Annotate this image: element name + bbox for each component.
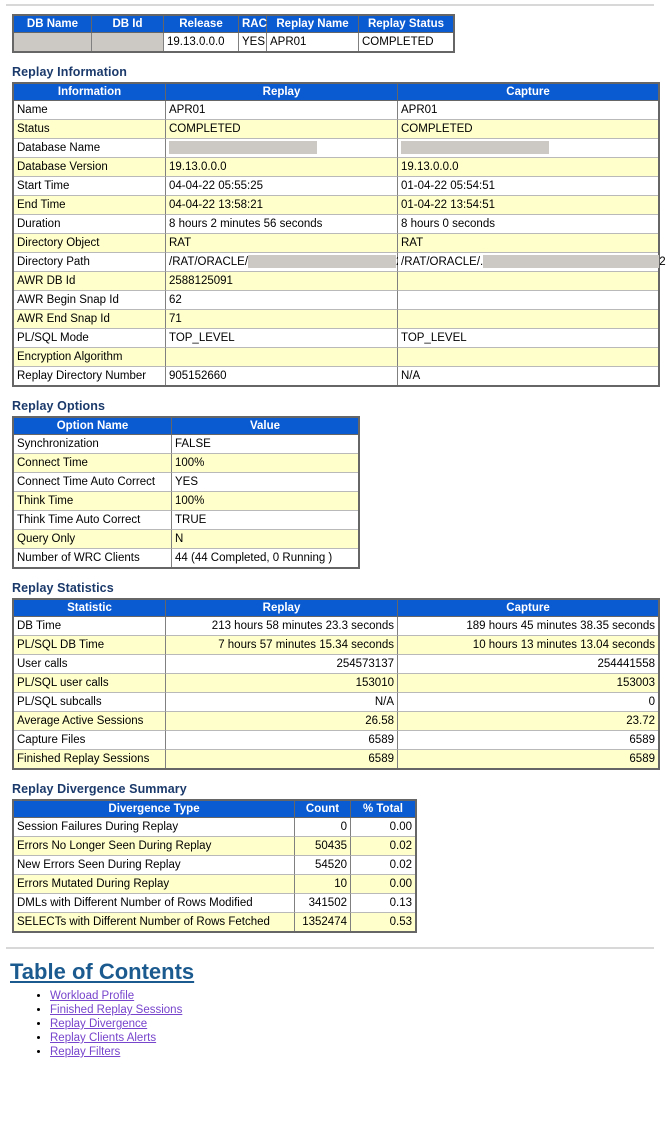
column-header-information: Information [14,84,166,101]
cell-information-label: AWR End Snap Id [14,310,166,329]
column-header-value: Value [172,418,358,435]
table-header-row [14,801,415,818]
table-row [14,913,415,931]
cell-option-name: Query Only [14,530,172,549]
cell-option-value: N [172,530,358,549]
cell-replay-value: 04-04-22 13:58:21 [166,196,398,215]
cell-capture-value: COMPLETED [398,120,658,139]
cell-capture-value: 189 hours 45 minutes 38.35 seconds [398,617,658,636]
cell-divergence-type: Session Failures During Replay [14,818,295,837]
cell-capture-value: 01-04-22 13:54:51 [398,196,658,215]
column-header-statistic: Statistic [14,600,166,617]
toc-divider [6,947,654,949]
column-header-pct-total: % Total [351,801,415,818]
cell-replay-value: 19.13.0.0.0 [166,158,398,177]
column-header-replay: Replay [166,84,398,101]
table-row [14,310,658,329]
cell-replay-value: 04-04-22 05:55:25 [166,177,398,196]
cell-divergence-count: 54520 [295,856,351,875]
cell-replay-value: APR01 [166,101,398,120]
cell-capture-value [398,272,658,291]
cell-capture-value: 153003 [398,674,658,693]
table-row [14,473,358,492]
table-row [14,530,358,549]
cell-information-label: Duration [14,215,166,234]
top-divider [6,4,654,6]
table-row [14,120,658,139]
cell-information-label: Start Time [14,177,166,196]
toc-link[interactable]: Workload Profile [50,990,135,1002]
cell-divergence-pct: 0.00 [351,875,415,894]
cell-replay-value: 7 hours 57 minutes 15.34 seconds [166,636,398,655]
toc-list [6,989,654,1059]
table-row [14,215,658,234]
cell-capture-value: 01-04-22 05:54:51 [398,177,658,196]
cell-option-value: 100% [172,454,358,473]
table-row [14,454,358,473]
toc-link[interactable]: Replay Divergence [50,1018,148,1030]
table-row [14,101,658,120]
cell-information-label: Replay Directory Number [14,367,166,385]
table-row [14,655,658,674]
report-page [0,4,666,1059]
toc-link[interactable]: Finished Replay Sessions [50,1004,183,1016]
redacted-mask [169,141,317,154]
db-summary-table [12,14,455,53]
column-header-replay-status: Replay Status [359,16,453,33]
table-row [14,712,658,731]
cell-capture-value: 23.72 [398,712,658,731]
table-row [14,234,658,253]
table-row [14,894,415,913]
replay-information-table [12,82,666,387]
column-header-divergence-type: Divergence Type [14,801,295,818]
table-row [14,731,658,750]
cell-replay-value: 6589 [166,731,398,750]
table-row [14,139,658,158]
cell-replay-value: N/A [166,693,398,712]
cell-option-value: YES [172,473,358,492]
toc-link[interactable]: Replay Filters [50,1046,121,1058]
cell-divergence-pct: 0.02 [351,837,415,856]
cell-replay-value: TOP_LEVEL [166,329,398,348]
cell-divergence-pct: 0.53 [351,913,415,931]
table-row [14,253,658,272]
cell-replay-value: 26.58 [166,712,398,731]
column-header-release: Release [164,16,239,33]
cell-capture-value: APR01 [398,101,658,120]
cell-release: 19.13.0.0.0 [164,33,239,51]
list-item [50,1017,654,1031]
column-header-db-id: DB Id [92,16,164,33]
cell-information-label: End Time [14,196,166,215]
column-header-count: Count [295,801,351,818]
cell-statistic-label: User calls [14,655,166,674]
table-row [14,750,658,768]
page-title-table-of-contents: Table of Contents [10,959,195,984]
section-heading-replay-divergence: Replay Divergence Summary [12,782,187,796]
cell-divergence-type: SELECTs with Different Number of Rows Fetched [14,913,295,931]
cell-divergence-count: 0 [295,818,351,837]
cell-db-id-redacted [92,33,164,51]
cell-capture-value [398,291,658,310]
cell-statistic-label: Capture Files [14,731,166,750]
replay-statistics-table [12,598,660,770]
table-row [14,818,415,837]
table-row [14,329,658,348]
cell-divergence-count: 50435 [295,837,351,856]
cell-statistic-label: Finished Replay Sessions [14,750,166,768]
cell-divergence-pct: 0.00 [351,818,415,837]
table-row [14,837,415,856]
cell-information-label: AWR DB Id [14,272,166,291]
redacted-mask [483,255,659,268]
table-row [14,367,658,385]
cell-information-label: Status [14,120,166,139]
cell-replay-value [166,139,398,158]
column-header-replay-name: Replay Name [267,16,359,33]
table-row [14,636,658,655]
cell-divergence-type: Errors Mutated During Replay [14,875,295,894]
replay-statistics-body [14,617,658,768]
list-item [50,1045,654,1059]
cell-divergence-count: 1352474 [295,913,351,931]
cell-capture-value: 6589 [398,750,658,768]
cell-option-name: Think Time [14,492,172,511]
redacted-mask [401,141,549,154]
table-row [14,693,658,712]
cell-option-value: FALSE [172,435,358,454]
cell-capture-value: 0 [398,693,658,712]
replay-divergence-body [14,818,415,931]
cell-divergence-type: Errors No Longer Seen During Replay [14,837,295,856]
table-header-row [14,84,658,101]
cell-capture-value: N/A [398,367,658,385]
cell-divergence-type: DMLs with Different Number of Rows Modified [14,894,295,913]
cell-capture-value [398,310,658,329]
cell-statistic-label: PL/SQL DB Time [14,636,166,655]
replay-divergence-table [12,799,417,933]
cell-divergence-count: 10 [295,875,351,894]
column-header-rac: RAC [239,16,267,33]
list-item [50,1031,654,1045]
cell-replay-name: APR01 [267,33,359,51]
cell-replay-value: 71 [166,310,398,329]
cell-divergence-pct: 0.13 [351,894,415,913]
table-header-row [14,16,453,33]
table-row [14,549,358,567]
cell-divergence-pct: 0.02 [351,856,415,875]
list-item [50,1003,654,1017]
list-item [50,989,654,1003]
cell-replay-value: RAT [166,234,398,253]
table-row [14,875,415,894]
cell-option-name: Number of WRC Clients [14,549,172,567]
cell-replay-value: 153010 [166,674,398,693]
replay-options-body [14,435,358,567]
cell-replay-value: 905152660 [166,367,398,385]
cell-statistic-label: Average Active Sessions [14,712,166,731]
table-row [14,33,453,51]
column-header-db-name: DB Name [14,16,92,33]
cell-option-name: Connect Time Auto Correct [14,473,172,492]
table-header-row [14,600,658,617]
section-heading-replay-information: Replay Information [12,65,128,79]
cell-information-label: Directory Object [14,234,166,253]
cell-replay-value: 213 hours 58 minutes 23.3 seconds [166,617,398,636]
table-row [14,511,358,530]
cell-db-name-redacted [14,33,92,51]
replay-options-table [12,416,360,569]
table-row [14,291,658,310]
table-row [14,435,358,454]
cell-information-label: PL/SQL Mode [14,329,166,348]
table-row [14,158,658,177]
cell-replay-value: 254573137 [166,655,398,674]
section-heading-replay-statistics: Replay Statistics [12,581,114,595]
cell-capture-value [398,139,658,158]
redacted-mask [248,255,396,268]
toc-link[interactable]: Replay Clients Alerts [50,1032,157,1044]
cell-divergence-type: New Errors Seen During Replay [14,856,295,875]
cell-information-label: Encryption Algorithm [14,348,166,367]
replay-information-body [14,101,666,385]
cell-option-value: 44 (44 Completed, 0 Running ) [172,549,358,567]
cell-replay-value: COMPLETED [166,120,398,139]
cell-option-value: 100% [172,492,358,511]
cell-capture-value: 8 hours 0 seconds [398,215,658,234]
cell-capture-value: 10 hours 13 minutes 13.04 seconds [398,636,658,655]
cell-replay-value [166,348,398,367]
table-row [14,177,658,196]
cell-capture-value [398,348,658,367]
column-header-replay: Replay [166,600,398,617]
cell-capture-value: /RAT/ORACLE/. 2 [398,253,658,272]
cell-replay-value: 62 [166,291,398,310]
cell-information-label: Directory Path [14,253,166,272]
cell-replay-value: 8 hours 2 minutes 56 seconds [166,215,398,234]
cell-information-label: Name [14,101,166,120]
cell-option-name: Connect Time [14,454,172,473]
cell-statistic-label: PL/SQL user calls [14,674,166,693]
cell-divergence-count: 341502 [295,894,351,913]
table-row [14,348,658,367]
cell-rac: YES [239,33,267,51]
table-row [14,617,658,636]
cell-replay-value: 2588125091 [166,272,398,291]
column-header-capture: Capture [398,84,658,101]
cell-replay-value: /RAT/ORACLE/ [166,253,398,272]
cell-information-label: Database Version [14,158,166,177]
cell-capture-value: 254441558 [398,655,658,674]
cell-capture-value: RAT [398,234,658,253]
cell-option-value: TRUE [172,511,358,530]
cell-option-name: Synchronization [14,435,172,454]
table-header-row [14,418,358,435]
column-header-capture: Capture [398,600,658,617]
table-row [14,196,658,215]
cell-information-label: AWR Begin Snap Id [14,291,166,310]
table-row [14,856,415,875]
cell-capture-value: 19.13.0.0.0 [398,158,658,177]
column-header-option-name: Option Name [14,418,172,435]
cell-capture-value: TOP_LEVEL [398,329,658,348]
cell-information-label: Database Name [14,139,166,158]
table-row [14,492,358,511]
cell-statistic-label: DB Time [14,617,166,636]
cell-option-name: Think Time Auto Correct [14,511,172,530]
cell-capture-value: 6589 [398,731,658,750]
cell-replay-status: COMPLETED [359,33,453,51]
cell-statistic-label: PL/SQL subcalls [14,693,166,712]
section-heading-replay-options: Replay Options [12,399,106,413]
table-row [14,272,658,291]
table-row [14,674,658,693]
cell-replay-value: 6589 [166,750,398,768]
